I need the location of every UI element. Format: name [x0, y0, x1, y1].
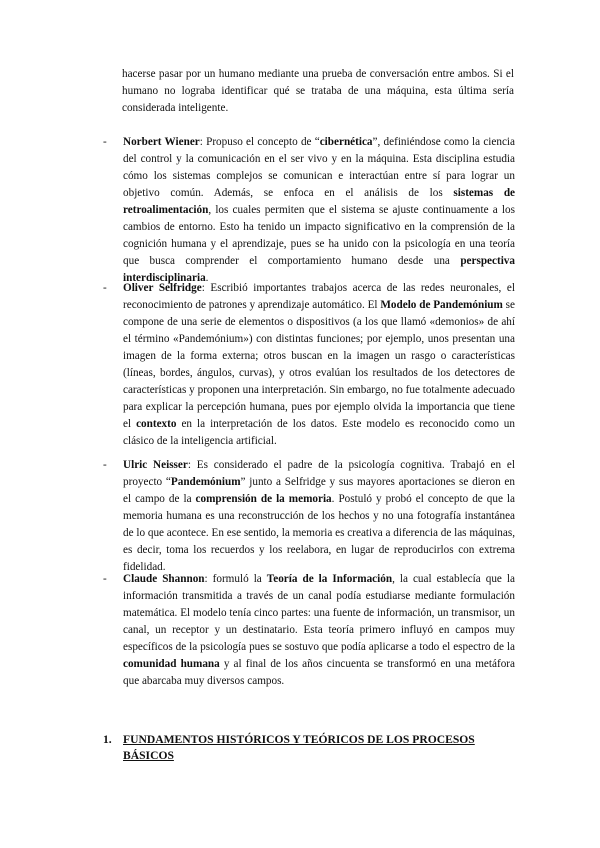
bold-term: Ulric Neisser — [123, 459, 188, 471]
text-run: ”, definiéndose como la ciencia del control y la comunicación en el ser vivo y en la máquina. Esta disciplina estudia cómo los sistemas complejos se comunican e interactúan entre sí para lograr un objetivo común. Además, se enfoca en el análisis de los — [123, 136, 515, 199]
bold-term: comprensión de la memoria — [195, 493, 332, 505]
text-run: . — [205, 272, 209, 284]
bold-term: Modelo de Pandemónium — [380, 299, 503, 311]
bold-term: contexto — [136, 418, 177, 430]
section-title: FUNDAMENTOS HISTÓRICOS Y TEÓRICOS DE LOS PROCESOS BÁSICOS — [123, 733, 475, 762]
item-text — [123, 134, 515, 287]
intro-paragraph: hacerse pasar por un humano mediante una prueba de conversación entre ambos. Si el humano no lograba identificar qué se trataba de una máquina, esta última sería considerada inteligente. — [122, 68, 514, 114]
bold-term: Norbert Wiener — [123, 136, 200, 148]
text-run: : Es considerado el padre de la psicología cognitiva. Trabajó en el proyecto “ — [123, 459, 515, 488]
bold-term: Pandemónium — [170, 476, 241, 488]
bold-term: Claude Shannon — [123, 573, 205, 585]
bold-term: perspectiva interdisciplinaria — [123, 255, 515, 284]
text-run: , la cual establecía que la información transmitida a través de un canal podía estudiarse mediante formulación matemática. El modelo tenía cinco partes: una fuente de información, un transmisor, un canal, un receptor y un destinatario. Esta teoría primero influyó en campos muy específicos de la psicología pues se sostuvo que podía aplicarse a todo el espectro de la — [123, 573, 515, 653]
bullet-dash: - — [103, 573, 107, 585]
text-run: se compone de una serie de elementos o dispositivos (a los que llamó «demonios» de ahí el término «Pandemónium») con distintas funciones; por ejemplo, unos presentan una imagen de la forma externa; otros buscan en la imagen un rasgo o características (líneas, bordes, ángulos, curvas), y otros evalúan los resultados de los detectores de características y proponen una interpretación. Sin embargo, no fue totalmente adecuado para explicar la percepción humana, pues por ejemplo olvida la importancia que tiene el — [123, 299, 515, 430]
section-number: 1. — [103, 733, 112, 746]
text-run: y al final de los años cincuenta se transformó en una metáfora que abarcaba muy diversos campos. — [123, 658, 515, 687]
text-run: ” junto a Selfridge y sus mayores aportaciones se dieron en el campo de la — [123, 476, 515, 505]
bullet-dash: - — [103, 459, 107, 471]
text-run: . Postuló y probó el concepto de que la memoria humana es una reconstrucción de los hechos y no una fotografía instantánea de lo que acontece. En ese sentido, la memoria es creativa a diferencia de las máquinas, es decir, toma los recuerdos y los reelabora, en lugar de reproducirlos con extrema fidelidad. — [123, 493, 516, 573]
bold-term: Oliver Selfridge — [123, 282, 202, 294]
text-run: en la interpretación de los datos. Este modelo es reconocido como un clásico de la inteligencia artificial. — [123, 418, 515, 447]
bold-term: comunidad humana — [123, 658, 220, 670]
text-run: : Escribió importantes trabajos acerca de las redes neuronales, el reconocimiento de patrones y aprendizaje automático. El — [123, 282, 515, 311]
item-text — [123, 571, 515, 690]
text-run: : Propuso el concepto de “ — [199, 136, 320, 148]
text-run: : formuló la — [204, 573, 267, 585]
bold-term: cibernética — [319, 136, 373, 148]
bold-term: Teoría de la Información — [266, 573, 393, 585]
bullet-dash: - — [103, 282, 107, 294]
bullet-dash: - — [103, 136, 107, 148]
item-text — [123, 280, 515, 450]
bold-term: sistemas de retroalimentación — [123, 187, 516, 216]
text-run: , los cuales permiten que el sistema se ajuste continuamente a los cambios de entorno. Esto ha tenido un impacto significativo en la comprensión de la cognición humana y el aprendizaje, pues se ha unido con la psicología en una teoría que busca comprender el comportamiento humano desde una — [123, 204, 515, 267]
item-text — [123, 457, 515, 576]
